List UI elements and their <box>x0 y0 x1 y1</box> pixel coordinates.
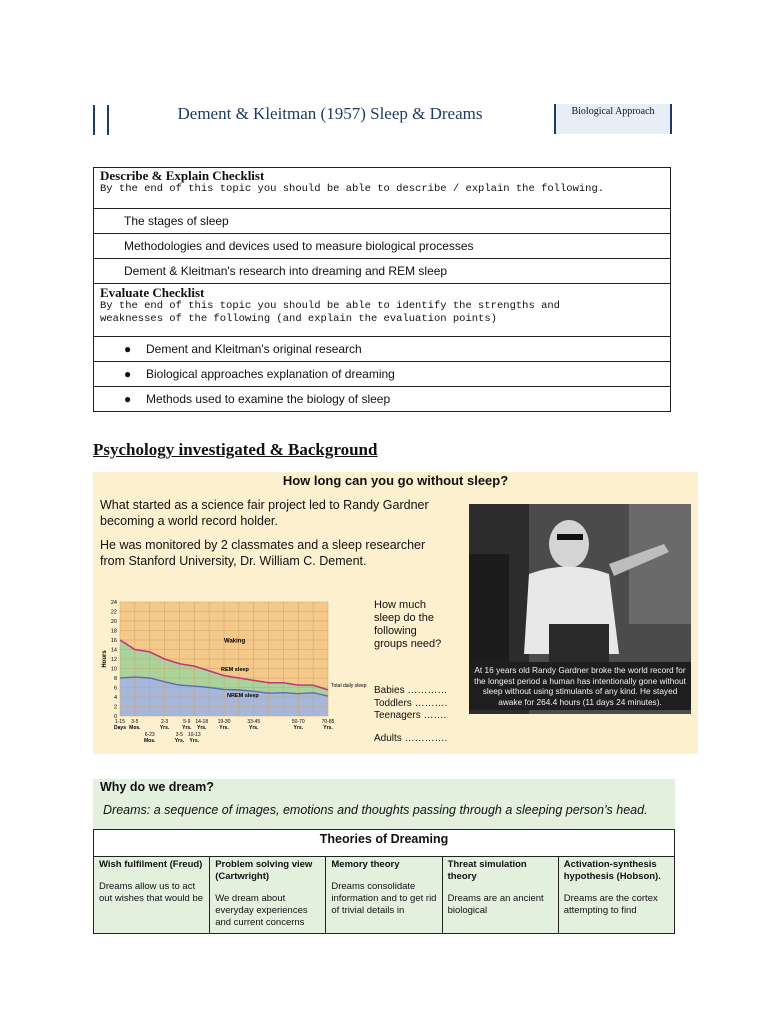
evaluate-title: Evaluate Checklist <box>100 285 205 300</box>
evaluate-item-label: Methods used to examine the biology of sleep <box>146 392 391 406</box>
bullet-icon: ● <box>124 342 132 356</box>
x-tick-unit: Yrs. <box>323 725 333 731</box>
theory-desc: Dreams are the cortex attempting to find <box>563 893 658 916</box>
sleep-question <box>374 599 441 651</box>
paragraph-line: becoming a world record holder. <box>100 514 278 528</box>
y-axis-label: Hours <box>102 650 108 668</box>
area-label-nrem: NREM sleep <box>226 693 259 699</box>
theory-threat-simulation <box>442 857 558 934</box>
evaluate-item-row <box>94 362 671 387</box>
x-tick-unit: Yrs. <box>248 725 259 731</box>
groups-list <box>374 685 447 745</box>
x-tick-label: 33-45 <box>247 719 261 725</box>
y-tick-label: 2 <box>113 704 117 711</box>
paragraph-line: What started as a science fair project led to Randy Gardner <box>100 498 429 512</box>
header-bar-left-inner <box>107 105 109 135</box>
evaluate-item-3 <box>94 387 671 412</box>
x-tick-label: 3-5 <box>131 719 139 725</box>
theory-desc: Dreams allow us to act out wishes that would be <box>99 881 204 904</box>
bullet-icon: ● <box>124 392 132 406</box>
describe-title: Describe & Explain Checklist <box>100 168 265 183</box>
series-label-total: Total daily sleep <box>331 683 367 690</box>
x-tick-label: 2-3 <box>160 719 169 725</box>
group-babies: Babies ………… <box>374 685 448 696</box>
x-tick-unit: Mos. <box>144 738 156 744</box>
page-title: Dement & Kleitman (1957) Sleep & Dreams <box>177 104 483 123</box>
paragraph-line: from Stanford University, Dr. William C. Dement. <box>100 554 367 568</box>
x-tick-label: 19-30 <box>217 719 231 725</box>
y-tick-label: 14 <box>110 647 117 654</box>
y-tick-label: 20 <box>110 619 117 625</box>
y-tick-label: 6 <box>113 685 117 692</box>
bullet-icon: ● <box>124 367 132 381</box>
theories-table <box>93 829 675 934</box>
header-bar-left <box>93 105 95 135</box>
evaluate-item-label: Dement and Kleitman's original research <box>146 342 362 356</box>
area-label-waking: Waking <box>224 638 246 645</box>
question-line: groups need? <box>374 638 442 650</box>
describe-item-3: Dement & Kleitman's research into dreaming and REM sleep <box>94 259 671 284</box>
evaluate-header-cell <box>94 284 671 337</box>
theory-name: Threat simulation theory <box>447 859 527 882</box>
randy-gardner-photo <box>469 504 691 714</box>
background-paragraph-2 <box>100 537 425 569</box>
evaluate-item-2 <box>94 362 671 387</box>
x-tick-label: 50-70 <box>291 719 305 725</box>
x-tick-label: 5-9 <box>183 719 191 725</box>
background-heading: How long can you go without sleep? <box>282 473 509 488</box>
x-tick-unit: Mos. <box>129 725 141 731</box>
y-tick-label: 24 <box>110 600 117 606</box>
photo-caption: At 16 years old Randy Gardner broke the world record for the longest period a human has intentionally gone without sleep without using stimulants of any kind. He stayed awake for 264.4 hours (11 days 24 minutes). <box>469 662 691 710</box>
dream-section <box>93 779 675 829</box>
x-tick-unit: Yrs. <box>219 725 229 731</box>
evaluate-item-row <box>94 387 671 412</box>
dream-heading: Why do we dream? <box>100 780 214 794</box>
background-paragraph-1 <box>100 497 429 529</box>
question-line: sleep do the <box>374 612 434 624</box>
paragraph-line: He was monitored by 2 classmates and a sleep researcher <box>100 538 426 552</box>
x-tick-unit: Yrs. <box>293 725 304 731</box>
theory-desc: We dream about everyday experiences and current concerns <box>215 893 308 928</box>
x-tick-unit: Yrs. <box>182 725 192 731</box>
y-tick-label: 4 <box>113 695 117 701</box>
evaluate-item-1 <box>94 337 671 362</box>
theory-wish-fulfilment <box>94 857 210 934</box>
approach-badge: Biological Approach <box>554 104 672 134</box>
theories-title: Theories of Dreaming <box>94 830 675 857</box>
x-tick-label: 70-85 <box>321 719 335 725</box>
section-heading: Psychology investigated & Background <box>93 440 378 459</box>
x-tick-label: 6-23 <box>144 732 155 738</box>
background-panel <box>93 472 698 754</box>
x-tick-label: 14-18 <box>195 719 209 725</box>
y-tick-label: 0 <box>113 714 117 720</box>
y-tick-label: 10 <box>110 666 117 673</box>
describe-item-2: Methodologies and devices used to measure biological processes <box>94 234 671 259</box>
x-tick-label: 10-13 <box>187 732 201 738</box>
group-adults: Adults …………. <box>374 732 448 744</box>
describe-header-cell <box>94 168 671 209</box>
theories-title-row <box>94 830 675 857</box>
describe-header-row <box>94 168 671 209</box>
describe-item-row <box>94 234 671 259</box>
x-tick-label: 1-15 <box>114 719 126 725</box>
y-tick-label: 12 <box>110 657 117 663</box>
theory-name: Wish fulfilment (Freud) <box>99 859 203 870</box>
theories-row <box>94 857 675 934</box>
question-line: How much <box>374 599 426 611</box>
describe-item-row <box>94 209 671 234</box>
x-tick-unit: Yrs. <box>174 738 185 744</box>
y-tick-label: 8 <box>113 676 117 682</box>
theory-name: Memory theory <box>331 859 400 870</box>
theory-problem-solving <box>210 857 326 934</box>
x-tick-unit: Yrs. <box>189 738 200 744</box>
evaluate-item-row <box>94 337 671 362</box>
group-toddlers: Toddlers ………. <box>374 697 448 709</box>
describe-item-1: The stages of sleep <box>94 209 671 234</box>
x-tick-unit: Days <box>114 725 126 731</box>
theory-desc: Dreams are an ancient biological <box>447 893 544 916</box>
theory-memory <box>326 857 442 934</box>
theory-name: Activation-synthesis hypothesis (Hobson). <box>563 859 661 882</box>
dream-definition: Dreams: a sequence of images, emotions and thoughts passing through a sleeping person’s head. <box>103 803 648 817</box>
x-tick-unit: Yrs. <box>159 725 170 731</box>
evaluate-header-row <box>94 284 671 337</box>
checklist-table <box>93 167 671 412</box>
sleep-chart <box>100 598 367 752</box>
y-tick-label: 18 <box>110 628 117 635</box>
x-tick-unit: Yrs. <box>196 725 207 731</box>
describe-intro: By the end of this topic you should be able to describe / explain the following. <box>100 183 605 195</box>
question-line: following <box>374 625 417 637</box>
theory-desc: Dreams consolidate information and to get rid of trivial details in <box>331 881 437 916</box>
area-label-rem: REM sleep <box>221 666 249 673</box>
group-teenagers: Teenagers ……. <box>374 710 447 721</box>
describe-item-row <box>94 259 671 284</box>
theory-activation-synthesis <box>558 857 674 934</box>
evaluate-item-label: Biological approaches explanation of dreaming <box>146 367 395 381</box>
theory-name: Problem solving view (Cartwright) <box>215 859 313 882</box>
x-tick-label: 3-5 <box>175 732 184 738</box>
evaluate-intro-line-1: By the end of this topic you should be able to identify the strengths and <box>100 300 560 312</box>
evaluate-intro-line-2: weaknesses of the following (and explain the evaluation points) <box>100 313 497 325</box>
y-tick-label: 16 <box>110 638 117 644</box>
y-tick-label: 22 <box>110 609 117 616</box>
